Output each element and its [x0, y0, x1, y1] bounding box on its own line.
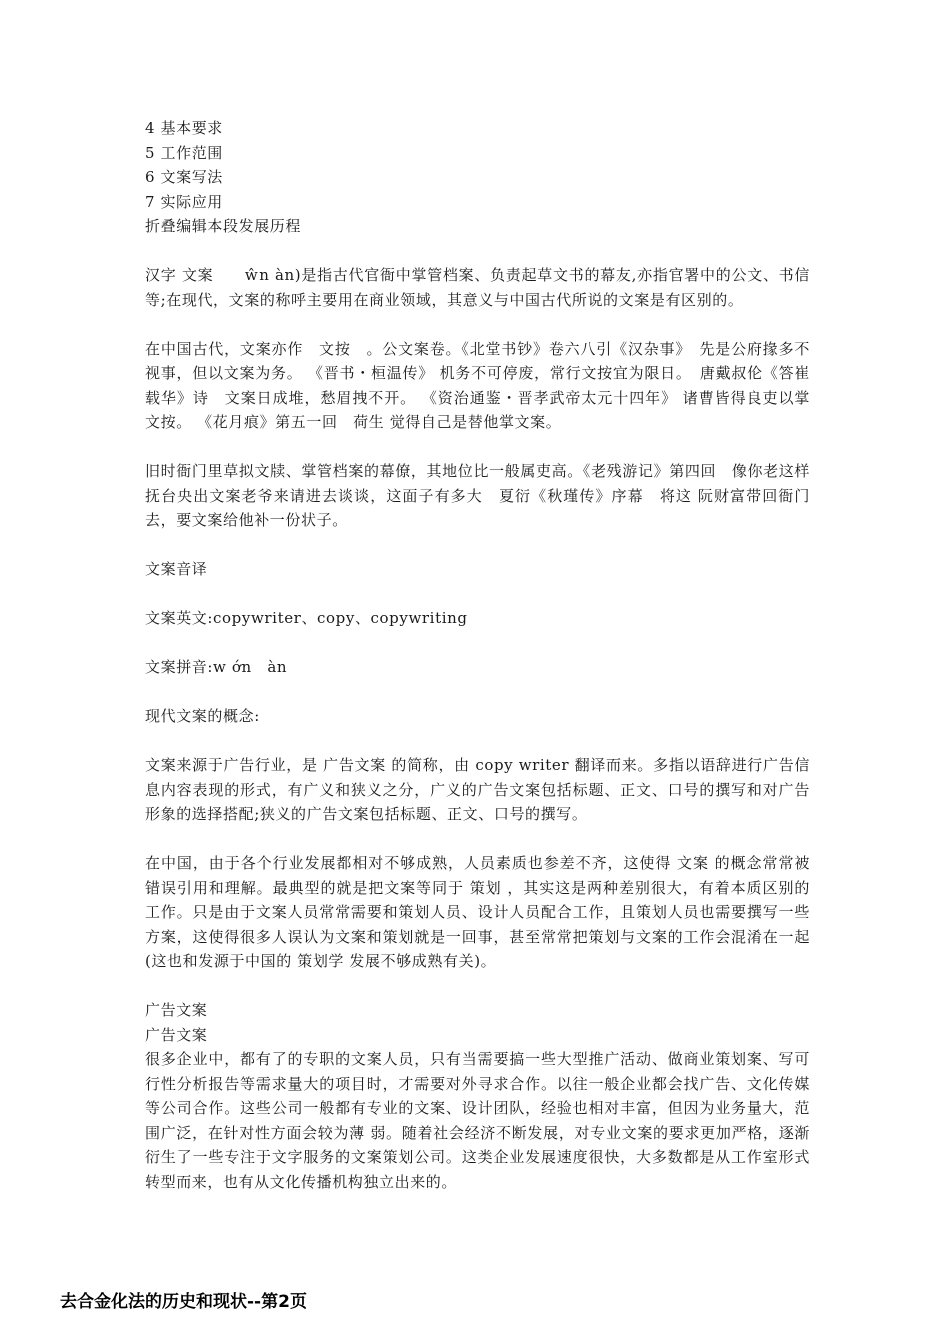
paragraph-definition: 汉字 文案 ŵn àn)是指古代官衙中掌管档案、负责起草文书的幕友,亦指官署中的公文、书信等;在现代，文案的称呼主要用在商业领域，其意义与中国古代所说的文案是有区别的。 [145, 266, 810, 309]
heading-modern-concept: 现代文案的概念: [145, 707, 260, 725]
paragraph-old-yamen: 旧时衙门里草拟文牍、掌管档案的幕僚，其地位比一般属吏高。《老残游记》第四回 像你老这样抚台央出文案老爷来请进去谈谈，这面子有多大 夏衍《秋瑾传》序幕 将这 阮财富带回衙门去，要文案给他补一份状子。 [145, 462, 810, 529]
heading-pinyin: 文案拼音:w ớn àn [145, 658, 288, 676]
heading-transliteration: 文案音译 [145, 560, 208, 578]
document-body [145, 116, 810, 1219]
toc-item: 6 文案写法 [145, 168, 223, 186]
section-title: 广告文案 [145, 1001, 208, 1019]
table-of-contents [145, 116, 810, 239]
paragraph-advertising-origin: 文案来源于广告行业，是 广告文案 的简称，由 copy writer 翻译而来。多指以语辞进行广告信息内容表现的形式，有广义和狭义之分，广义的广告文案包括标题、正文、口号的撰写和对广告形象的选择搭配;狭义的广告文案包括标题、正文、口号的撰写。 [145, 756, 810, 823]
paragraph-enterprise-copy: 很多企业中，都有了的专职的文案人员，只有当需要搞一些大型推广活动、做商业策划案、写可行性分析报告等需求量大的项目时，才需要对外寻求合作。以往一般企业都会找广告、文化传媒等公司合作。这些公司一般都有专业的文案、设计团队，经验也相对丰富，但因为业务量大，范围广泛，在针对性方面会较为薄 弱。随着社会经济不断发展，对专业文案的要求更加严格，逐渐衍生了一些专注于文字服务的文案策划公司。这类企业发展速度很快，大多数都是从工作室形式转型而来，也有从文化传播机构独立出来的。 [145, 1050, 810, 1191]
toc-item: 7 实际应用 [145, 192, 223, 211]
heading-english: 文案英文:copywriter、copy、copywriting [145, 609, 468, 627]
ad-copy-section [145, 998, 810, 1194]
page-footer: 去合金化法的历史和现状--第2页 [60, 1292, 307, 1312]
paragraph-china-context: 在中国，由于各个行业发展都相对不够成熟，人员素质也参差不齐，这使得 文案 的概念常常被错误引用和理解。最典型的就是把文案等同于 策划 ，其实这是两种差别很大，有着本质区别的工作。只是由于文案人员常常需要和策划人员、设计人员配合工作，且策划人员也需要撰写一些方案，这使得很多人误认为文案和策划就是一回事，甚至常常把策划与文案的工作会混淆在一起(这也和发源于中国的 策划学 发展不够成熟有关)。 [145, 854, 810, 970]
section-subtitle: 广告文案 [145, 1025, 208, 1044]
toc-item: 4 基本要求 [145, 119, 223, 137]
paragraph-ancient-usage: 在中国古代，文案亦作 文按 。公文案卷。《北堂书钞》卷六八引《汉杂事》 先是公府掾多不视事，但以文案为务。 《晋书・桓温传》 机务不可停废，常行文按宜为限日。 唐戴叔伦《答崔载华》诗 文案日成堆，愁眉拽不开。 《资治通鉴・晋孝武帝太元十四年》 诸曹皆得良吏以掌文按。 《花月痕》第五一回 荷生 觉得自己是替他掌文案。 [145, 339, 810, 431]
toc-item: 5 工作范围 [145, 143, 223, 162]
toc-item: 折叠编辑本段发展历程 [145, 217, 302, 235]
